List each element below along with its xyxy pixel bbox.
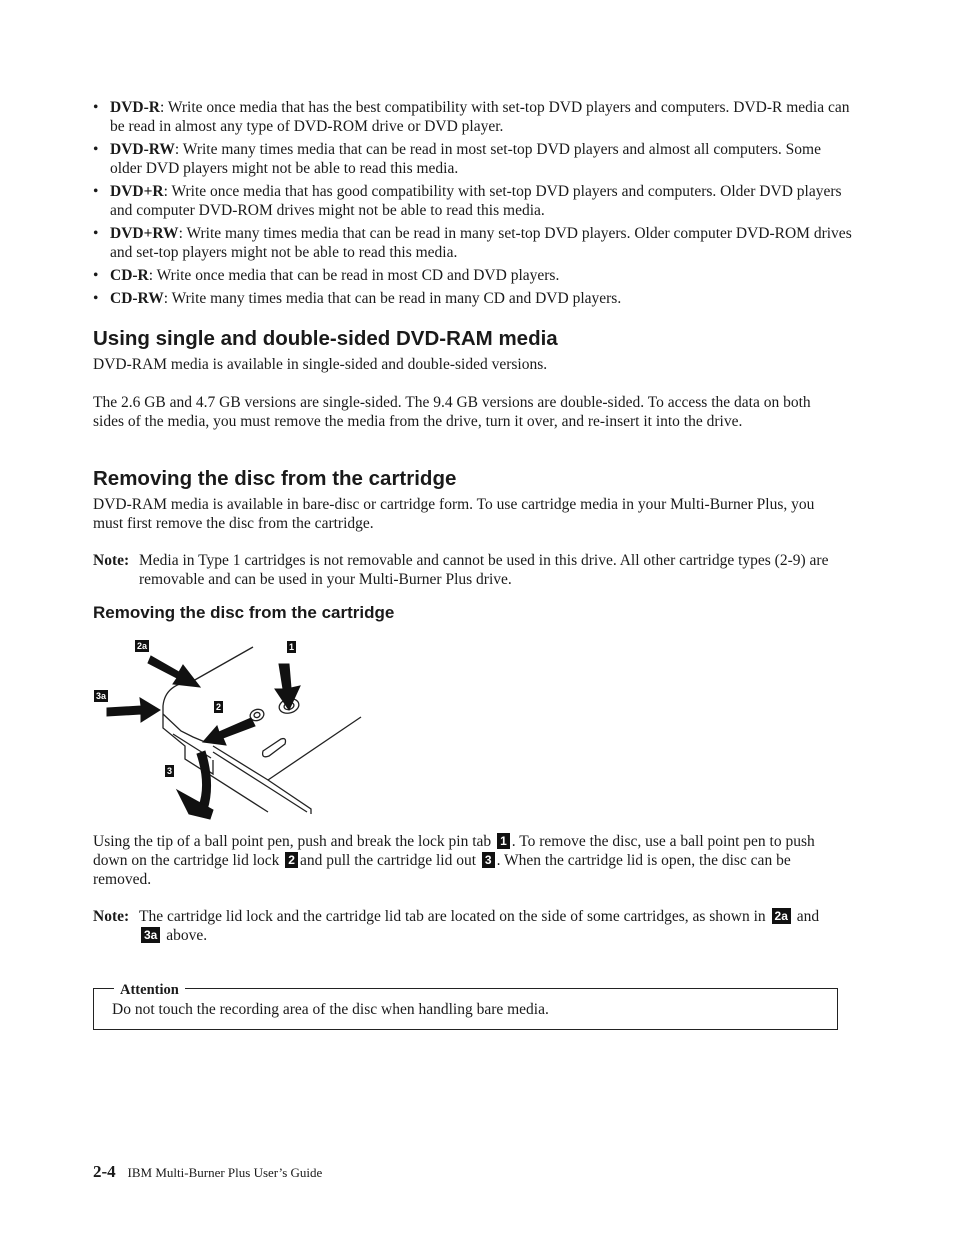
instruction-text: and pull the cartridge lid out xyxy=(299,852,477,869)
media-description: : Write once media that has the best compatibility with set-top DVD players and computers. DVD-R media can be read in almost any type of DVD-ROM drive or DVD player. xyxy=(110,99,850,135)
list-item xyxy=(93,289,853,308)
note-lid-lock xyxy=(93,907,843,945)
attention-title: Attention xyxy=(114,982,185,998)
media-term: DVD-RW xyxy=(110,141,175,158)
instruction-text: . When the cartridge lid is open, the disc can be removed. xyxy=(93,852,791,888)
arrow-3a-icon xyxy=(107,698,160,722)
media-term: DVD-R xyxy=(110,99,160,116)
list-item xyxy=(93,98,853,136)
callout-3: 3 xyxy=(167,766,173,776)
page-footer xyxy=(93,1162,322,1182)
page-number: 2-4 xyxy=(93,1162,116,1181)
callout-1: 1 xyxy=(289,642,295,652)
attention-text: Do not touch the recording area of the disc when handling bare media. xyxy=(112,1001,549,1018)
media-term: DVD+RW xyxy=(110,225,179,242)
bullet-icon: • xyxy=(93,225,99,242)
arrow-2-icon xyxy=(203,718,255,745)
callout-2: 2 xyxy=(216,702,222,712)
cartridge-illustration xyxy=(93,634,373,824)
bullet-icon: • xyxy=(93,183,99,200)
callout-ref-2a: 2a xyxy=(772,908,791,924)
media-description: : Write many times media that can be read in many CD and DVD players. xyxy=(163,290,622,307)
footer-title: IBM Multi-Burner Plus User’s Guide xyxy=(127,1165,323,1180)
media-term: CD-RW xyxy=(110,290,164,307)
callout-ref-3: 3 xyxy=(482,852,495,868)
bullet-icon: • xyxy=(93,290,99,307)
list-item xyxy=(93,266,853,285)
media-type-list xyxy=(93,98,853,312)
media-term: DVD+R xyxy=(110,183,164,200)
note-label: Note: xyxy=(93,908,130,925)
section-heading-dvd-ram: Using single and double-sided DVD-RAM media xyxy=(93,327,558,350)
note-type-1 xyxy=(93,551,843,589)
list-item xyxy=(93,182,853,220)
callout-2a: 2a xyxy=(137,641,148,651)
note-text-part: and xyxy=(796,908,820,925)
bullet-icon: • xyxy=(93,141,99,158)
note-text-part: The cartridge lid lock and the cartridge lid tab are located on the side of some cartridges, as shown in xyxy=(139,908,766,925)
list-item xyxy=(93,224,853,262)
section-heading-removing-disc: Removing the disc from the cartridge xyxy=(93,467,457,490)
paragraph: DVD-RAM media is available in bare-disc or cartridge form. To use cartridge media in your Multi-Burner Plus, you must first remove the disc from the cartridge. xyxy=(93,496,815,532)
media-description: : Write many times media that can be read in most set-top DVD players and almost all computers. Some older DVD players might not be able to read this media. xyxy=(110,141,821,177)
figure-caption: Removing the disc from the cartridge xyxy=(93,603,395,622)
instruction-text: Using the tip of a ball point pen, push and break the lock pin tab xyxy=(93,833,492,850)
arrow-1-icon xyxy=(275,664,300,710)
callout-3a: 3a xyxy=(96,691,107,701)
instructions-paragraph xyxy=(93,832,843,889)
media-term: CD-R xyxy=(110,267,149,284)
bullet-icon: • xyxy=(93,267,99,284)
media-description: : Write once media that can be read in most CD and DVD players. xyxy=(148,267,560,284)
note-label: Note: xyxy=(93,552,130,569)
paragraph: The 2.6 GB and 4.7 GB versions are single-sided. The 9.4 GB versions are double-sided. To access the data on both sides of the media, you must remove the media from the drive, turn it over, and re-insert it into the drive. xyxy=(93,394,811,430)
callout-ref-2: 2 xyxy=(285,852,298,868)
arrow-3-curve-icon xyxy=(197,751,211,810)
cartridge-drawing xyxy=(93,634,373,824)
note-text: Media in Type 1 cartridges is not removable and cannot be used in this drive. All other cartridge types (2-9) are removable and can be used in your Multi-Burner Plus drive. xyxy=(139,552,829,588)
list-item xyxy=(93,140,853,178)
callout-ref-3a: 3a xyxy=(141,927,160,943)
arrow-2a-icon xyxy=(148,656,200,687)
media-description: : Write once media that has good compatibility with set-top DVD players and computers. Older DVD players and computer DVD-ROM drives might not be able to read this media. xyxy=(110,183,842,219)
bullet-icon: • xyxy=(93,99,99,116)
note-text xyxy=(139,907,843,945)
media-description: : Write many times media that can be read in many set-top DVD players. Older computer DVD-ROM drives and set-top players might not be able to read this media. xyxy=(110,225,852,261)
callout-ref-1: 1 xyxy=(497,833,510,849)
paragraph: DVD-RAM media is available in single-sided and double-sided versions. xyxy=(93,356,548,373)
instruction-text: . To remove the disc, use a ball point pen to push down on the cartridge lid lock xyxy=(93,833,815,869)
note-text-part: above. xyxy=(166,927,208,944)
attention-box xyxy=(93,982,838,1030)
